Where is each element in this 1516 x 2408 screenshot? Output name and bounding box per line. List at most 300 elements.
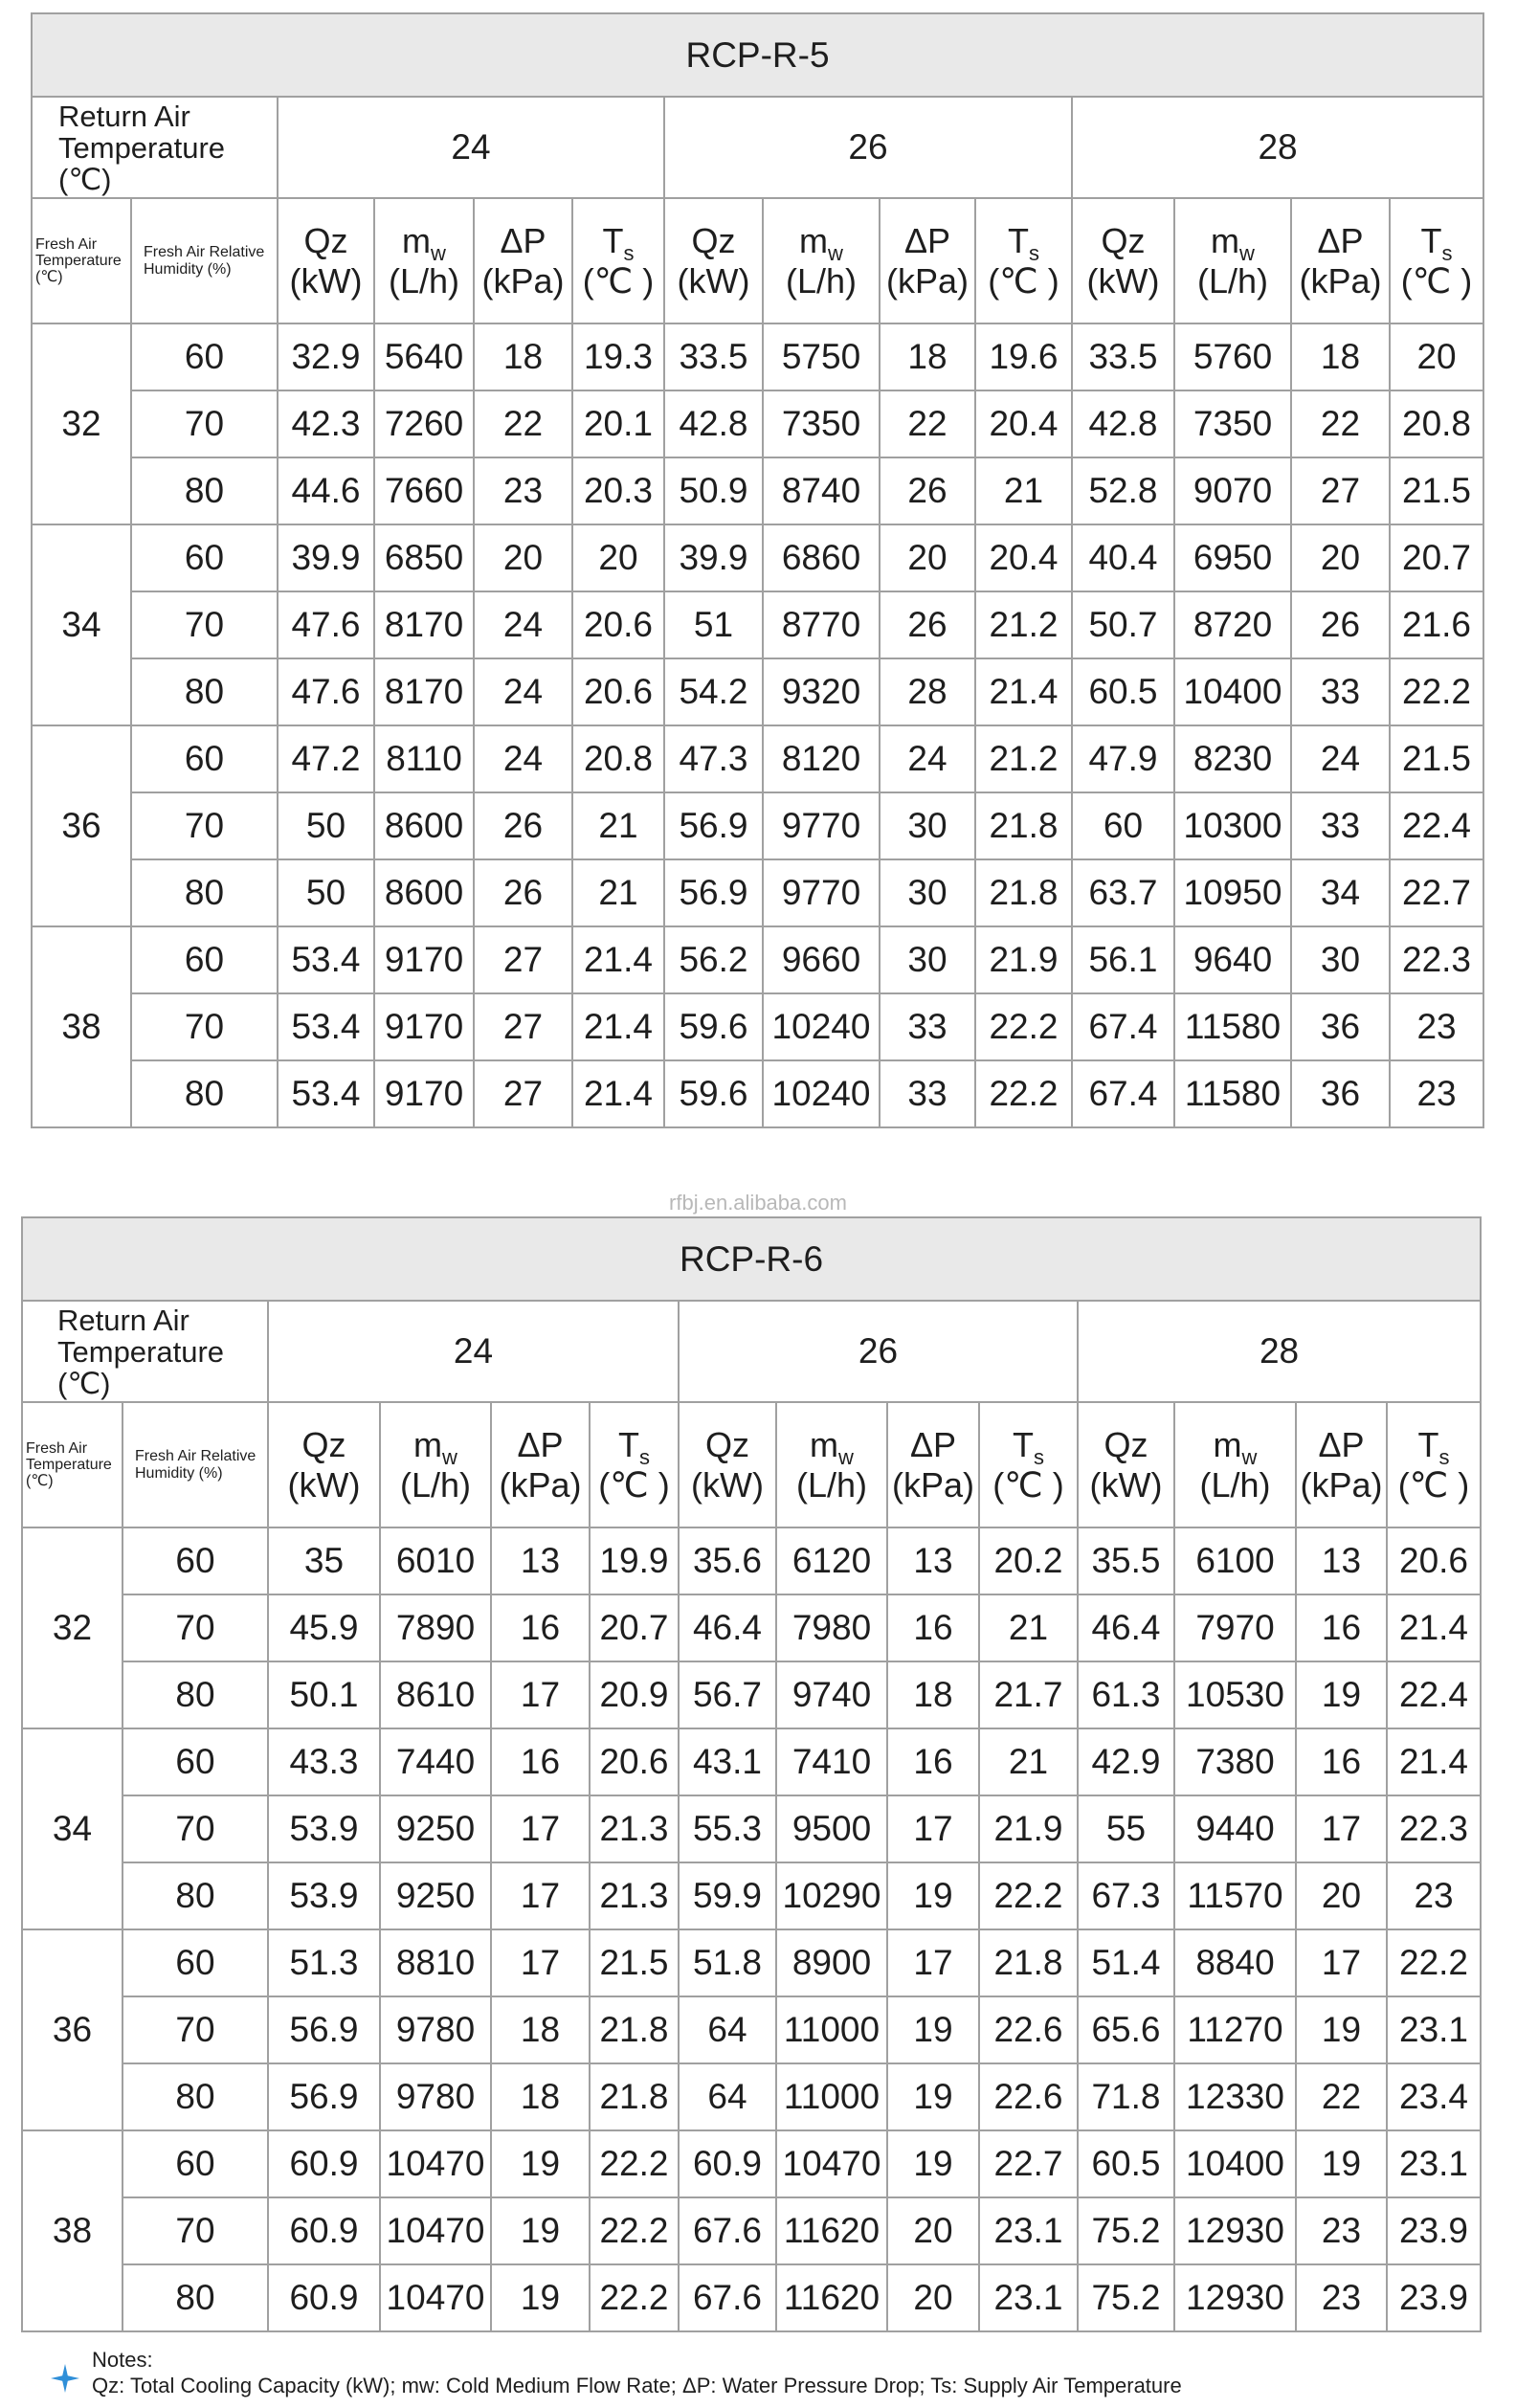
ts-symbol	[980, 1424, 1077, 1469]
dp-value-cell: 20	[1291, 524, 1390, 591]
ts-symbol-text: T	[1013, 1424, 1034, 1464]
mw-symbol-text: m	[413, 1424, 443, 1464]
mw-value-cell: 11620	[776, 2264, 887, 2331]
dp-value-cell: 36	[1291, 993, 1390, 1060]
dp-symbol-text: ΔP	[1318, 1424, 1365, 1464]
dp-symbol-text: ΔP	[903, 220, 951, 260]
ts-value-cell: 20	[1390, 323, 1483, 390]
ts-value-cell: 22.3	[1387, 1795, 1481, 1862]
dp-value-cell: 23	[474, 457, 572, 524]
ts-symbol	[1391, 220, 1483, 265]
ts-value-cell: 21.4	[572, 1060, 664, 1127]
ts-value-cell: 21.4	[975, 658, 1072, 725]
ts-value-cell: 20.7	[1390, 524, 1483, 591]
performance-table	[31, 12, 1484, 1128]
dp-value-cell: 33	[1291, 792, 1390, 859]
ts-value-cell: 21.8	[975, 792, 1072, 859]
qz-unit: (kW)	[1089, 1464, 1163, 1505]
mw-value-cell: 10400	[1174, 658, 1291, 725]
qz-value-cell: 61.3	[1078, 1661, 1174, 1728]
qz-column-header	[1072, 198, 1174, 323]
ts-symbol-text: T	[1008, 220, 1029, 260]
dp-value-cell: 26	[1291, 591, 1390, 658]
ts-value-cell: 21.3	[590, 1862, 679, 1929]
qz-value-cell: 44.6	[278, 457, 374, 524]
ts-value-cell: 22.3	[1390, 926, 1483, 993]
qz-value-cell: 35.5	[1078, 1527, 1174, 1594]
dp-column-header	[1291, 198, 1390, 323]
ts-value-cell: 21.2	[975, 725, 1072, 792]
qz-value-cell: 52.8	[1072, 457, 1174, 524]
qz-value-cell: 56.9	[268, 2063, 380, 2130]
humidity-cell: 60	[123, 1527, 268, 1594]
table-row	[32, 792, 1483, 859]
mw-value-cell: 8810	[380, 1929, 491, 1996]
mw-value-cell: 6860	[763, 524, 880, 591]
dp-value-cell: 17	[1296, 1929, 1387, 1996]
ts-symbol	[976, 220, 1071, 265]
ts-column-header	[1390, 198, 1483, 323]
qz-value-cell: 47.6	[278, 658, 374, 725]
fresh-air-humidity-label-line: Humidity (%)	[135, 1464, 223, 1482]
qz-symbol-text: Qz	[704, 1424, 749, 1464]
mw-value-cell: 6010	[380, 1527, 491, 1594]
mw-value-cell: 11580	[1174, 1060, 1291, 1127]
ts-value-cell: 21.9	[975, 926, 1072, 993]
dp-symbol	[888, 1425, 978, 1465]
qz-symbol	[269, 1425, 379, 1465]
mw-symbol-text: m	[1213, 1424, 1242, 1464]
mw-subscript: w	[838, 1444, 854, 1469]
qz-value-cell: 51.8	[679, 1929, 776, 1996]
mw-value-cell: 9250	[380, 1862, 491, 1929]
dp-symbol-text: ΔP	[909, 1424, 957, 1464]
qz-value-cell: 53.4	[278, 993, 374, 1060]
ts-value-cell: 23.1	[979, 2264, 1078, 2331]
qz-value-cell: 53.9	[268, 1795, 380, 1862]
ts-symbol	[573, 220, 663, 265]
qz-value-cell: 53.4	[278, 1060, 374, 1127]
dp-value-cell: 16	[1296, 1594, 1387, 1661]
qz-value-cell: 53.9	[268, 1862, 380, 1929]
qz-value-cell: 64	[679, 2063, 776, 2130]
qz-value-cell: 56.9	[664, 792, 763, 859]
mw-symbol	[777, 1424, 886, 1469]
qz-symbol	[1079, 1425, 1173, 1465]
parameter-header-row	[22, 1402, 1481, 1527]
return-air-temperature-label-line: (℃)	[57, 1366, 111, 1400]
qz-symbol	[665, 221, 762, 261]
ts-value-cell: 21	[975, 457, 1072, 524]
mw-value-cell: 8900	[776, 1929, 887, 1996]
qz-value-cell: 39.9	[664, 524, 763, 591]
qz-value-cell: 59.6	[664, 993, 763, 1060]
table-header	[22, 1217, 1481, 1527]
ts-value-cell: 23.1	[1387, 2130, 1481, 2197]
dp-value-cell: 18	[474, 323, 572, 390]
dp-value-cell: 19	[1296, 1996, 1387, 2063]
table-row	[22, 1527, 1481, 1594]
title-row	[32, 13, 1483, 97]
dp-value-cell: 16	[491, 1728, 590, 1795]
dp-unit: (kPa)	[481, 260, 565, 301]
mw-value-cell: 7410	[776, 1728, 887, 1795]
table-row	[32, 993, 1483, 1060]
qz-value-cell: 50.9	[664, 457, 763, 524]
mw-value-cell: 10240	[763, 1060, 880, 1127]
ts-value-cell: 21.8	[979, 1929, 1078, 1996]
dp-value-cell: 13	[491, 1527, 590, 1594]
dp-symbol-text: ΔP	[1317, 220, 1364, 260]
table-header	[32, 13, 1483, 323]
qz-value-cell: 71.8	[1078, 2063, 1174, 2130]
ts-value-cell: 19.9	[590, 1527, 679, 1594]
table-row	[32, 658, 1483, 725]
mw-value-cell: 10530	[1174, 1661, 1296, 1728]
mw-value-cell: 8120	[763, 725, 880, 792]
qz-unit: (kW)	[1086, 260, 1160, 301]
mw-value-cell: 7890	[380, 1594, 491, 1661]
dp-value-cell: 28	[880, 658, 975, 725]
return-air-temperature-label-line: Temperature	[57, 1334, 225, 1369]
qz-column-header	[268, 1402, 380, 1527]
mw-value-cell: 11270	[1174, 1996, 1296, 2063]
dp-column-header	[1296, 1402, 1387, 1527]
mw-value-cell: 9440	[1174, 1795, 1296, 1862]
mw-column-header	[763, 198, 880, 323]
table-row	[32, 457, 1483, 524]
ts-value-cell: 21.9	[979, 1795, 1078, 1862]
ts-value-cell: 22.2	[1390, 658, 1483, 725]
qz-unit: (kW)	[287, 1464, 361, 1505]
dp-value-cell: 17	[491, 1795, 590, 1862]
ts-value-cell: 21	[979, 1594, 1078, 1661]
mw-value-cell: 9070	[1174, 457, 1291, 524]
dp-symbol-text: ΔP	[517, 1424, 564, 1464]
humidity-cell: 60	[123, 1929, 268, 1996]
ts-unit: (℃ )	[598, 1464, 670, 1505]
table-row	[22, 1728, 1481, 1795]
qz-value-cell: 51	[664, 591, 763, 658]
mw-symbol-text: m	[810, 1424, 839, 1464]
qz-value-cell: 42.3	[278, 390, 374, 457]
qz-value-cell: 67.3	[1078, 1862, 1174, 1929]
qz-value-cell: 50	[278, 792, 374, 859]
qz-symbol-text: Qz	[301, 1424, 346, 1464]
qz-unit: (kW)	[691, 1464, 764, 1505]
mw-value-cell: 12930	[1174, 2264, 1296, 2331]
mw-column-header	[374, 198, 474, 323]
table-row	[32, 859, 1483, 926]
return-air-temperature-label-line: Return Air	[57, 1303, 190, 1337]
qz-value-cell: 67.6	[679, 2264, 776, 2331]
dp-value-cell: 27	[474, 993, 572, 1060]
dp-value-cell: 23	[1296, 2264, 1387, 2331]
qz-value-cell: 60	[1072, 792, 1174, 859]
table-row	[32, 591, 1483, 658]
mw-value-cell: 5760	[1174, 323, 1291, 390]
dp-value-cell: 36	[1291, 1060, 1390, 1127]
mw-value-cell: 10400	[1174, 2130, 1296, 2197]
table-body	[32, 323, 1483, 1127]
mw-value-cell: 6950	[1174, 524, 1291, 591]
mw-value-cell: 10950	[1174, 859, 1291, 926]
mw-value-cell: 10290	[776, 1862, 887, 1929]
dp-value-cell: 17	[491, 1929, 590, 1996]
fresh-air-temperature-cell: 36	[32, 725, 131, 926]
humidity-cell: 60	[123, 2130, 268, 2197]
qz-value-cell: 33.5	[664, 323, 763, 390]
ts-value-cell: 21.6	[1390, 591, 1483, 658]
ts-value-cell: 22.2	[975, 1060, 1072, 1127]
mw-symbol	[1175, 1424, 1295, 1469]
mw-value-cell: 9780	[380, 1996, 491, 2063]
ts-value-cell: 20.6	[572, 658, 664, 725]
qz-symbol	[1073, 221, 1173, 261]
humidity-cell: 80	[123, 2264, 268, 2331]
mw-value-cell: 9770	[763, 859, 880, 926]
ts-value-cell: 21.8	[590, 1996, 679, 2063]
mw-unit: (L/h)	[388, 260, 460, 301]
dp-value-cell: 20	[887, 2197, 979, 2264]
ts-value-cell: 21.5	[1390, 725, 1483, 792]
ts-column-header	[572, 198, 664, 323]
mw-symbol-text: m	[1211, 220, 1240, 260]
qz-value-cell: 56.7	[679, 1661, 776, 1728]
ts-value-cell: 20.3	[572, 457, 664, 524]
ts-value-cell: 22.2	[1387, 1929, 1481, 1996]
fresh-air-temperature-cell: 32	[22, 1527, 123, 1728]
humidity-cell: 80	[123, 1661, 268, 1728]
ts-unit: (℃ )	[582, 260, 655, 301]
fresh-air-temperature-cell: 38	[22, 2130, 123, 2331]
qz-symbol-text: Qz	[303, 220, 348, 260]
mw-column-header	[776, 1402, 887, 1527]
dp-value-cell: 16	[1296, 1728, 1387, 1795]
humidity-cell: 80	[131, 457, 278, 524]
dp-value-cell: 17	[1296, 1795, 1387, 1862]
ts-value-cell: 21.5	[590, 1929, 679, 1996]
table-body	[22, 1527, 1481, 2331]
qz-value-cell: 47.6	[278, 591, 374, 658]
mw-unit: (L/h)	[785, 260, 858, 301]
qz-value-cell: 47.9	[1072, 725, 1174, 792]
ts-value-cell: 22.6	[979, 1996, 1078, 2063]
dp-value-cell: 24	[880, 725, 975, 792]
dp-symbol	[1292, 221, 1389, 261]
ts-unit: (℃ )	[1400, 260, 1473, 301]
qz-value-cell: 32.9	[278, 323, 374, 390]
mw-value-cell: 12330	[1174, 2063, 1296, 2130]
dp-column-header	[887, 1402, 979, 1527]
humidity-cell: 70	[131, 591, 278, 658]
mw-unit: (L/h)	[1196, 260, 1269, 301]
fresh-air-humidity-label-line: Humidity (%)	[144, 260, 232, 278]
fresh-air-temperature-cell: 32	[32, 323, 131, 524]
mw-value-cell: 7380	[1174, 1728, 1296, 1795]
ts-value-cell: 21.8	[590, 2063, 679, 2130]
mw-value-cell: 7260	[374, 390, 474, 457]
qz-column-header	[278, 198, 374, 323]
fresh-air-temperature-label-line: Temperature	[26, 1457, 112, 1473]
return-air-temperature-value: 24	[278, 97, 664, 198]
dp-value-cell: 34	[1291, 859, 1390, 926]
ts-value-cell: 21.4	[572, 926, 664, 993]
mw-subscript: w	[828, 240, 843, 265]
table-row	[22, 1795, 1481, 1862]
return-air-temperature-value: 24	[268, 1301, 679, 1402]
dp-value-cell: 13	[887, 1527, 979, 1594]
ts-subscript: s	[1029, 240, 1039, 265]
qz-value-cell: 46.4	[1078, 1594, 1174, 1661]
qz-value-cell: 67.4	[1072, 1060, 1174, 1127]
table-row	[32, 926, 1483, 993]
fresh-air-temperature-cell: 38	[32, 926, 131, 1127]
qz-value-cell: 45.9	[268, 1594, 380, 1661]
return-air-temperature-value: 28	[1072, 97, 1483, 198]
parameter-header-row	[32, 198, 1483, 323]
ts-value-cell: 20.8	[572, 725, 664, 792]
table-row	[32, 390, 1483, 457]
ts-value-cell: 22.4	[1390, 792, 1483, 859]
fresh-air-temperature-cell: 34	[32, 524, 131, 725]
humidity-cell: 70	[123, 1594, 268, 1661]
ts-unit: (℃ )	[992, 1464, 1064, 1505]
dp-value-cell: 22	[1291, 390, 1390, 457]
ts-value-cell: 21.4	[1387, 1594, 1481, 1661]
dp-value-cell: 20	[887, 2264, 979, 2331]
dp-unit: (kPa)	[1299, 260, 1382, 301]
fresh-air-temperature-label-line: Fresh Air	[35, 236, 98, 253]
table-row	[32, 1060, 1483, 1127]
ts-symbol-text: T	[1420, 220, 1442, 260]
ts-value-cell: 21.2	[975, 591, 1072, 658]
dp-value-cell: 18	[491, 2063, 590, 2130]
mw-value-cell: 9500	[776, 1795, 887, 1862]
humidity-cell: 80	[123, 1862, 268, 1929]
qz-value-cell: 39.9	[278, 524, 374, 591]
mw-value-cell: 10300	[1174, 792, 1291, 859]
dp-unit: (kPa)	[891, 1464, 974, 1505]
qz-symbol-text: Qz	[1104, 1424, 1148, 1464]
qz-value-cell: 60.5	[1072, 658, 1174, 725]
mw-subscript: w	[431, 240, 446, 265]
humidity-cell: 70	[131, 390, 278, 457]
dp-value-cell: 13	[1296, 1527, 1387, 1594]
mw-value-cell: 9640	[1174, 926, 1291, 993]
humidity-cell: 70	[131, 993, 278, 1060]
ts-value-cell: 20.4	[975, 390, 1072, 457]
fresh-air-temperature-label-line: (℃)	[35, 269, 63, 285]
performance-table	[21, 1216, 1482, 2332]
dp-value-cell: 33	[1291, 658, 1390, 725]
dp-value-cell: 26	[880, 591, 975, 658]
qz-column-header	[664, 198, 763, 323]
dp-value-cell: 22	[1296, 2063, 1387, 2130]
dp-value-cell: 22	[880, 390, 975, 457]
qz-value-cell: 67.6	[679, 2197, 776, 2264]
qz-value-cell: 55.3	[679, 1795, 776, 1862]
mw-value-cell: 9170	[374, 1060, 474, 1127]
qz-value-cell: 75.2	[1078, 2197, 1174, 2264]
dp-value-cell: 30	[880, 792, 975, 859]
ts-value-cell: 21	[979, 1728, 1078, 1795]
dp-value-cell: 26	[880, 457, 975, 524]
ts-value-cell: 22.2	[590, 2264, 679, 2331]
qz-value-cell: 55	[1078, 1795, 1174, 1862]
mw-value-cell: 6120	[776, 1527, 887, 1594]
dp-value-cell: 17	[887, 1929, 979, 1996]
notes-title: Notes:	[92, 2348, 153, 2372]
humidity-cell: 80	[131, 859, 278, 926]
mw-value-cell: 8840	[1174, 1929, 1296, 1996]
ts-column-header	[590, 1402, 679, 1527]
table-row	[22, 1661, 1481, 1728]
ts-value-cell: 21	[572, 792, 664, 859]
qz-value-cell: 33.5	[1072, 323, 1174, 390]
mw-symbol-text: m	[799, 220, 829, 260]
mw-value-cell: 8110	[374, 725, 474, 792]
dp-value-cell: 24	[474, 658, 572, 725]
ts-subscript: s	[639, 1444, 650, 1469]
dp-value-cell: 18	[1291, 323, 1390, 390]
qz-column-header	[1078, 1402, 1174, 1527]
dp-value-cell: 27	[1291, 457, 1390, 524]
dp-value-cell: 26	[474, 859, 572, 926]
dp-value-cell: 17	[491, 1862, 590, 1929]
qz-value-cell: 60.5	[1078, 2130, 1174, 2197]
dp-unit: (kPa)	[885, 260, 969, 301]
qz-unit: (kW)	[677, 260, 750, 301]
fresh-air-temperature-label	[32, 198, 131, 323]
qz-value-cell: 42.8	[1072, 390, 1174, 457]
dp-value-cell: 18	[491, 1996, 590, 2063]
qz-value-cell: 50.7	[1072, 591, 1174, 658]
ts-subscript: s	[1034, 1444, 1044, 1469]
dp-value-cell: 17	[887, 1795, 979, 1862]
ts-value-cell: 23.1	[1387, 1996, 1481, 2063]
humidity-cell: 60	[131, 323, 278, 390]
fresh-air-humidity-label-line: Fresh Air Relative	[144, 243, 265, 260]
mw-symbol	[1175, 220, 1290, 265]
ts-value-cell: 23	[1390, 993, 1483, 1060]
mw-value-cell: 11000	[776, 2063, 887, 2130]
fresh-air-temperature-label-line: Temperature	[35, 253, 122, 269]
table-row	[22, 1862, 1481, 1929]
qz-unit: (kW)	[289, 260, 363, 301]
qz-value-cell: 47.2	[278, 725, 374, 792]
dp-value-cell: 30	[880, 859, 975, 926]
dp-symbol-text: ΔP	[500, 220, 546, 260]
qz-value-cell: 42.8	[664, 390, 763, 457]
mw-value-cell: 6100	[1174, 1527, 1296, 1594]
qz-symbol	[279, 221, 373, 261]
mw-value-cell: 8740	[763, 457, 880, 524]
mw-value-cell: 10240	[763, 993, 880, 1060]
mw-value-cell: 11570	[1174, 1862, 1296, 1929]
qz-value-cell: 65.6	[1078, 1996, 1174, 2063]
watermark: rfbj.en.alibaba.com	[669, 1191, 847, 1215]
mw-value-cell: 7440	[380, 1728, 491, 1795]
table-row	[22, 1594, 1481, 1661]
ts-value-cell: 23.1	[979, 2197, 1078, 2264]
ts-value-cell: 20.7	[590, 1594, 679, 1661]
ts-value-cell: 21.5	[1390, 457, 1483, 524]
fresh-air-temperature-cell: 34	[22, 1728, 123, 1929]
humidity-cell: 70	[123, 1996, 268, 2063]
dp-value-cell: 19	[491, 2130, 590, 2197]
qz-value-cell: 60.9	[268, 2264, 380, 2331]
